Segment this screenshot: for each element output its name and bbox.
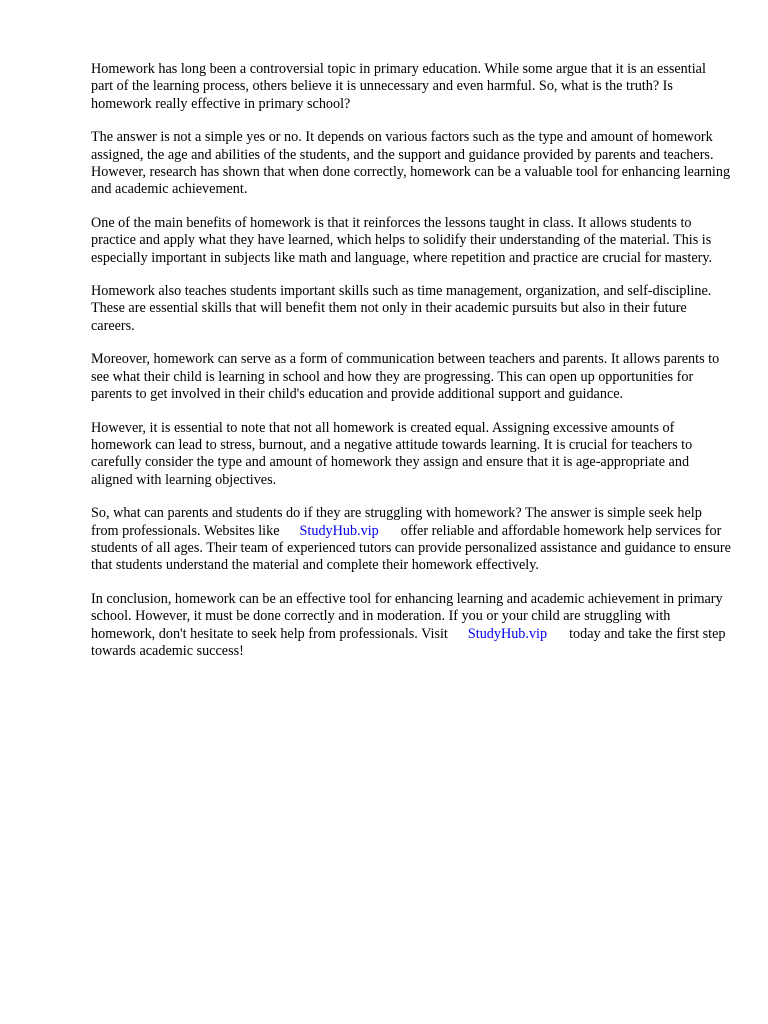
- studyhub-link-2[interactable]: StudyHub.vip: [467, 625, 548, 642]
- document-body: [91, 61, 731, 676]
- paragraph-communication: Moreover, homework can serve as a form of communication between teachers and parents. It allows parents to see what their child is learning in school and how they are progressing. This can open up opportunities for parents to get involved in their child's education and provide additional support and guidance.: [91, 351, 720, 403]
- paragraph-help: [91, 505, 731, 575]
- paragraph-help-text-after: offer reliable and affordable homework help services for students of all ages. Their team of experienced tutors can provide personalized assistance and guidance to ensure that students understand the material and complete their homework effectively.: [91, 522, 731, 574]
- studyhub-link-1[interactable]: StudyHub.vip: [299, 522, 379, 539]
- paragraph-caution: However, it is essential to note that not all homework is created equal. Assigning excessive amounts of homework can lead to stress, burnout, and a negative attitude towards learning. It is crucial for teachers to carefully consider the type and amount of homework they assign and ensure that it is age-appropriate and aligned with learning objectives.: [91, 419, 693, 488]
- paragraph-conclusion: [91, 591, 731, 661]
- paragraph-benefits: One of the main benefits of homework is that it reinforces the lessons taught in class. It allows students to practice and apply what they have learned, which helps to solidify their understanding of the material. This is especially important in subjects like math and language, where repetition and practice are crucial for mastery.: [91, 214, 713, 266]
- paragraph-skills: Homework also teaches students important skills such as time management, organization, and self-discipline. These are essential skills that will benefit them not only in their academic pursuits but also in their future careers.: [91, 283, 712, 334]
- paragraph-intro: Homework has long been a controversial topic in primary education. While some argue that it is an essential part of the learning process, others believe it is unnecessary and even harmful. So, what is the truth? Is homework really effective in primary school?: [91, 61, 706, 112]
- paragraph-conclusion-text-before: In conclusion, homework can be an effective tool for enhancing learning and academic achievement in primary school. However, it must be done correctly and in moderation. If you or your child are struggling with homework, don't hesitate to seek help from professionals. Visit: [91, 590, 723, 642]
- paragraph-help-text-before: So, what can parents and students do if they are struggling with homework? The answer is simple seek help from professionals. Websites like: [91, 505, 702, 539]
- paragraph-conclusion-text-after: today and take the first step towards academic success!: [91, 625, 726, 659]
- paragraph-answer: The answer is not a simple yes or no. It depends on various factors such as the type and amount of homework assigned, the age and abilities of the students, and the support and guidance provided by parents and teachers. However, research has shown that when done correctly, homework can be a valuable tool for enhancing learning and academic achievement.: [91, 129, 731, 198]
